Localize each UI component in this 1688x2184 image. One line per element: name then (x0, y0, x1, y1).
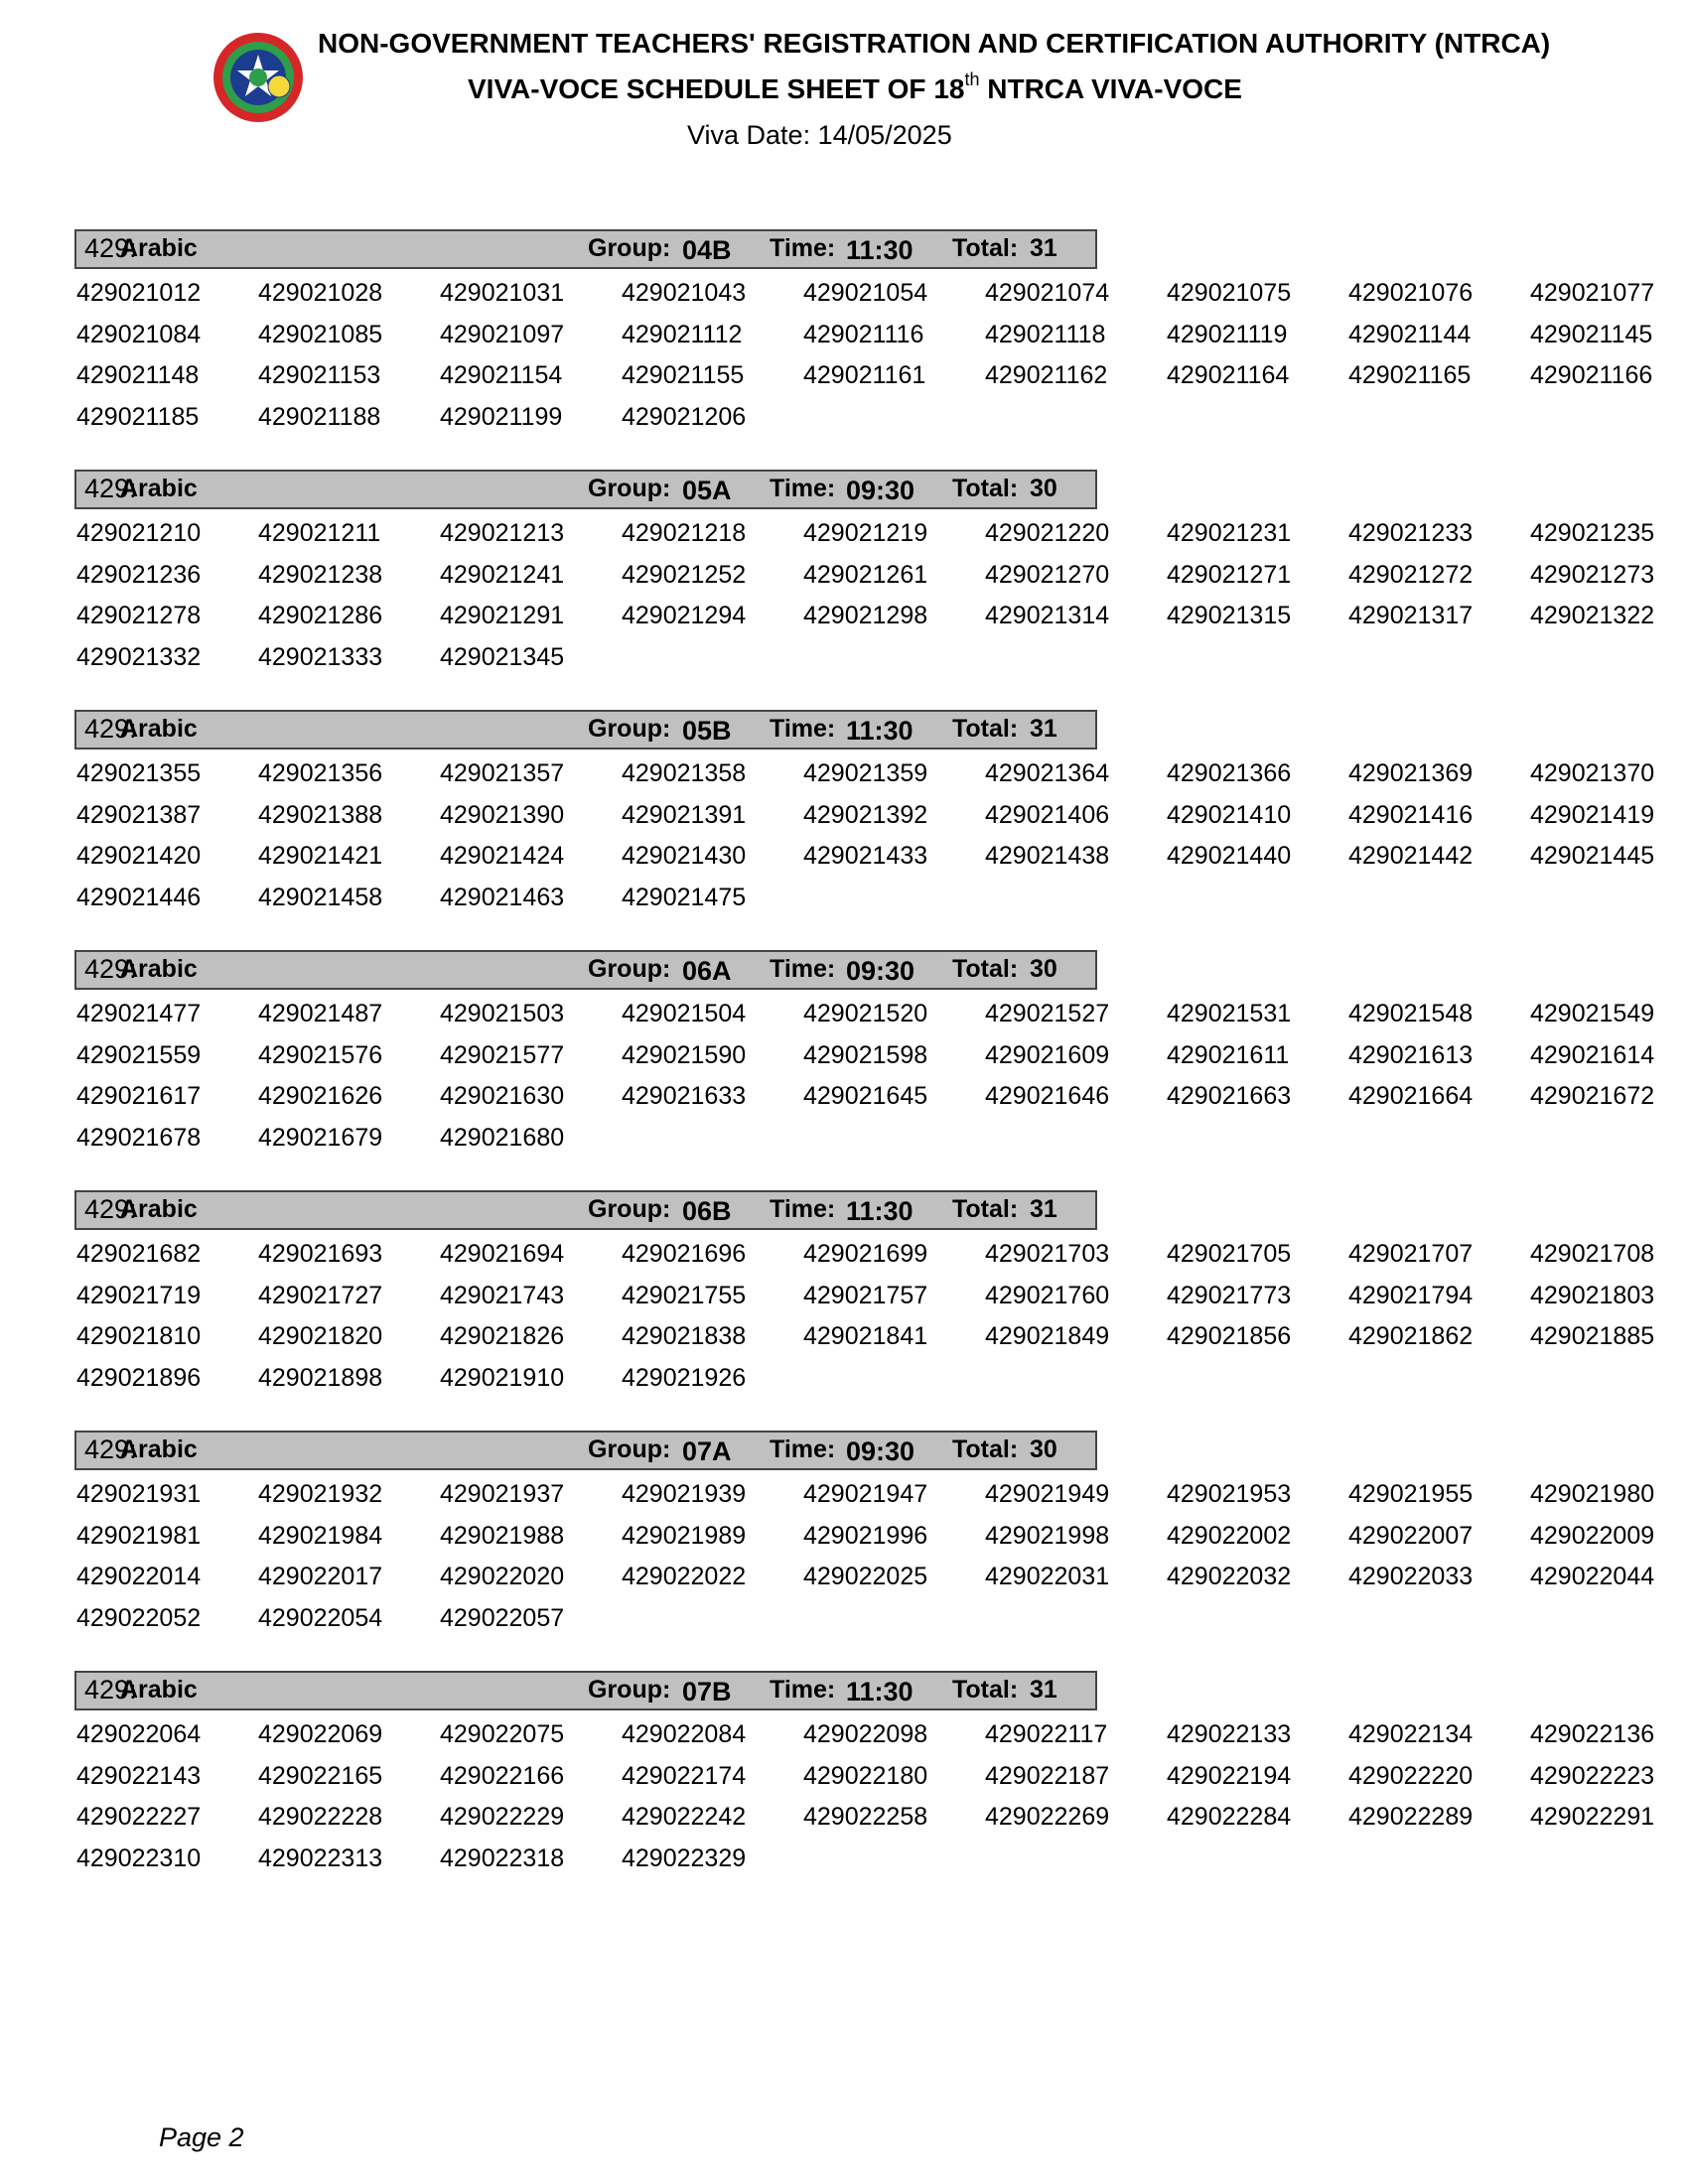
roll-number: 429021559 (76, 1040, 202, 1069)
roll-number: 429022057 (440, 1603, 565, 1632)
group-value: 06A (682, 956, 732, 986)
roll-number: 429021678 (76, 1123, 202, 1152)
roll-number: 429022020 (440, 1563, 565, 1590)
roll-number-grid (76, 759, 1685, 924)
group-header-bar (74, 710, 1097, 750)
roll-number: 429021820 (258, 1322, 383, 1350)
subject-name: Arabic (120, 715, 198, 743)
total-value: 30 (1030, 475, 1057, 502)
roll-number: 429021388 (258, 800, 383, 829)
roll-number: 429021085 (258, 320, 383, 348)
roll-number: 429022228 (258, 1803, 383, 1831)
roll-number: 429021705 (1167, 1240, 1292, 1268)
time-label: Time: (770, 234, 836, 262)
roll-number: 429021794 (1348, 1281, 1474, 1309)
group-value: 06B (682, 1196, 732, 1226)
subject-code: 429: (84, 1434, 137, 1464)
subject-code: 429: (84, 1194, 137, 1224)
roll-number: 429022136 (1530, 1720, 1655, 1748)
roll-number: 429021185 (76, 402, 200, 431)
roll-number: 429021984 (258, 1521, 383, 1550)
roll-number: 429021155 (622, 361, 745, 389)
roll-number: 429022007 (1348, 1521, 1474, 1550)
roll-number: 429022310 (76, 1843, 202, 1872)
roll-number: 429022098 (803, 1720, 928, 1748)
total-label: Total: (952, 1195, 1019, 1223)
roll-number: 429021298 (803, 602, 928, 629)
roll-number: 429021043 (622, 279, 747, 307)
roll-number: 429021988 (440, 1521, 565, 1550)
roll-number-grid (76, 1720, 1685, 1885)
time-value: 09:30 (846, 1436, 915, 1466)
group-header-bar (74, 950, 1097, 990)
roll-number: 429021314 (985, 602, 1110, 629)
roll-number: 429021898 (258, 1363, 383, 1392)
schedule-group (0, 1671, 1688, 1911)
roll-number: 429021420 (76, 842, 202, 870)
roll-number: 429021755 (622, 1281, 747, 1309)
roll-number: 429022143 (76, 1761, 202, 1790)
roll-number: 429022031 (985, 1563, 1110, 1590)
roll-number: 429021294 (622, 602, 747, 629)
roll-number: 429021261 (803, 560, 928, 589)
roll-number: 429022318 (440, 1843, 565, 1872)
roll-number: 429021932 (258, 1480, 383, 1508)
roll-number: 429021633 (622, 1082, 747, 1110)
roll-number: 429022289 (1348, 1803, 1474, 1831)
roll-number: 429021609 (985, 1040, 1110, 1069)
roll-number: 429021364 (985, 759, 1110, 787)
ntrca-seal-logo (211, 31, 305, 124)
roll-number: 429021949 (985, 1480, 1110, 1508)
roll-number: 429021076 (1348, 279, 1474, 307)
total-value: 30 (1030, 1435, 1057, 1463)
roll-number: 429021611 (1167, 1040, 1290, 1069)
roll-number: 429021926 (622, 1363, 747, 1392)
roll-number: 429021577 (440, 1040, 565, 1069)
roll-number: 429021433 (803, 842, 928, 870)
roll-number: 429021663 (1167, 1082, 1292, 1110)
roll-number: 429021955 (1348, 1480, 1474, 1508)
roll-number: 429021236 (76, 560, 202, 589)
roll-number: 429021998 (985, 1521, 1110, 1550)
total-label: Total: (952, 1435, 1019, 1463)
roll-number: 429021696 (622, 1240, 747, 1268)
roll-number: 429021241 (440, 560, 565, 589)
roll-number: 429021438 (985, 842, 1110, 870)
group-label: Group: (588, 475, 671, 502)
roll-number: 429021219 (803, 519, 928, 547)
roll-number: 429021773 (1167, 1281, 1292, 1309)
roll-number: 429021989 (622, 1521, 747, 1550)
roll-number: 429022064 (76, 1720, 202, 1748)
roll-number: 429021996 (803, 1521, 928, 1550)
roll-number: 429021357 (440, 759, 565, 787)
time-label: Time: (770, 715, 836, 743)
roll-number: 429021166 (1530, 361, 1653, 389)
roll-number: 429021286 (258, 602, 383, 629)
roll-number: 429021896 (76, 1363, 202, 1392)
group-value: 05A (682, 476, 732, 505)
subject-name: Arabic (120, 1676, 198, 1704)
group-header-bar (74, 1431, 1097, 1470)
roll-number: 429021238 (258, 560, 383, 589)
roll-number: 429021031 (440, 279, 565, 307)
group-header-bar (74, 229, 1097, 269)
schedule-group (0, 229, 1688, 470)
roll-number: 429021084 (76, 320, 202, 348)
roll-number: 429022133 (1167, 1720, 1292, 1748)
roll-number: 429021144 (1348, 320, 1472, 348)
group-value: 04B (682, 235, 732, 265)
roll-number: 429022166 (440, 1761, 565, 1790)
time-value: 11:30 (846, 235, 914, 265)
total-label: Total: (952, 955, 1019, 983)
roll-number: 429022165 (258, 1761, 383, 1790)
roll-number: 429021272 (1348, 560, 1474, 589)
roll-number: 429021446 (76, 883, 202, 911)
total-value: 31 (1030, 715, 1057, 743)
roll-number: 429021054 (803, 279, 928, 307)
roll-number: 429021210 (76, 519, 202, 547)
roll-number: 429021112 (622, 320, 743, 348)
roll-number: 429021442 (1348, 842, 1474, 870)
total-value: 31 (1030, 1676, 1057, 1704)
roll-number: 429021370 (1530, 759, 1655, 787)
total-value: 31 (1030, 234, 1057, 262)
roll-number: 429021707 (1348, 1240, 1474, 1268)
roll-number: 429021682 (76, 1240, 202, 1268)
roll-number: 429021332 (76, 642, 202, 671)
subject-name: Arabic (120, 1195, 198, 1223)
group-label: Group: (588, 715, 671, 743)
total-value: 31 (1030, 1195, 1057, 1223)
roll-number: 429021164 (1167, 361, 1290, 389)
schedule-groups (0, 229, 1688, 1911)
group-value: 05B (682, 716, 732, 746)
roll-number: 429021503 (440, 1000, 565, 1027)
roll-number: 429021953 (1167, 1480, 1292, 1508)
roll-number: 429021165 (1348, 361, 1472, 389)
roll-number: 429021333 (258, 642, 383, 671)
roll-number: 429022014 (76, 1563, 202, 1590)
roll-number: 429021162 (985, 361, 1108, 389)
roll-number: 429021345 (440, 642, 565, 671)
group-label: Group: (588, 1676, 671, 1704)
roll-number: 429021613 (1348, 1040, 1474, 1069)
roll-number: 429021614 (1530, 1040, 1655, 1069)
roll-number: 429021119 (1167, 320, 1288, 348)
roll-number: 429022258 (803, 1803, 928, 1831)
roll-number: 429022054 (258, 1603, 383, 1632)
group-header-bar (74, 470, 1097, 509)
roll-number: 429022052 (76, 1603, 202, 1632)
roll-number: 429021743 (440, 1281, 565, 1309)
time-label: Time: (770, 1676, 836, 1704)
roll-number: 429021458 (258, 883, 383, 911)
roll-number: 429022002 (1167, 1521, 1292, 1550)
roll-number: 429021598 (803, 1040, 928, 1069)
roll-number: 429021703 (985, 1240, 1110, 1268)
roll-number: 429021291 (440, 602, 565, 629)
roll-number: 429022187 (985, 1761, 1110, 1790)
roll-number-grid (76, 279, 1685, 444)
roll-number: 429022313 (258, 1843, 383, 1872)
subject-name: Arabic (120, 234, 198, 262)
roll-number: 429021116 (803, 320, 924, 348)
time-value: 11:30 (846, 716, 914, 746)
total-value: 30 (1030, 955, 1057, 983)
roll-number: 429021937 (440, 1480, 565, 1508)
roll-number: 429021803 (1530, 1281, 1655, 1309)
roll-number: 429021077 (1530, 279, 1655, 307)
roll-number: 429021810 (76, 1322, 202, 1350)
viva-date: Viva Date: 14/05/2025 (687, 120, 952, 150)
roll-number: 429021504 (622, 1000, 747, 1027)
total-label: Total: (952, 475, 1019, 502)
roll-number: 429021271 (1167, 560, 1292, 589)
roll-number: 429022220 (1348, 1761, 1474, 1790)
subject-name: Arabic (120, 1435, 198, 1463)
roll-number: 429022194 (1167, 1761, 1292, 1790)
roll-number: 429021206 (622, 402, 747, 431)
roll-number: 429021153 (258, 361, 381, 389)
roll-number: 429021273 (1530, 560, 1655, 589)
roll-number: 429022009 (1530, 1521, 1655, 1550)
roll-number: 429021392 (803, 800, 928, 829)
roll-number: 429021424 (440, 842, 565, 870)
roll-number: 429021315 (1167, 602, 1292, 629)
roll-number: 429021549 (1530, 1000, 1655, 1027)
roll-number: 429021626 (258, 1082, 383, 1110)
roll-number: 429022084 (622, 1720, 747, 1748)
roll-number: 429021233 (1348, 519, 1474, 547)
roll-number-grid (76, 519, 1685, 684)
roll-number: 429021231 (1167, 519, 1292, 547)
group-label: Group: (588, 1435, 671, 1463)
roll-number-grid (76, 1480, 1685, 1645)
roll-number: 429022117 (985, 1720, 1108, 1748)
roll-number: 429021322 (1530, 602, 1655, 629)
time-label: Time: (770, 1435, 836, 1463)
roll-number: 429022223 (1530, 1761, 1655, 1790)
roll-number: 429022229 (440, 1803, 565, 1831)
roll-number: 429021527 (985, 1000, 1110, 1027)
group-header-bar (74, 1671, 1097, 1710)
roll-number: 429021708 (1530, 1240, 1655, 1268)
time-label: Time: (770, 1195, 836, 1223)
roll-number: 429021646 (985, 1082, 1110, 1110)
roll-number: 429022017 (258, 1563, 383, 1590)
roll-number: 429021359 (803, 759, 928, 787)
roll-number: 429021199 (440, 402, 563, 431)
time-label: Time: (770, 475, 836, 502)
roll-number: 429021727 (258, 1281, 383, 1309)
roll-number: 429021213 (440, 519, 565, 547)
roll-number: 429021419 (1530, 800, 1655, 829)
roll-number: 429022134 (1348, 1720, 1474, 1748)
roll-number: 429021475 (622, 883, 747, 911)
schedule-group (0, 950, 1688, 1190)
roll-number: 429022033 (1348, 1563, 1474, 1590)
total-label: Total: (952, 1676, 1019, 1704)
roll-number: 429021421 (258, 842, 383, 870)
group-value: 07B (682, 1677, 732, 1706)
schedule-group (0, 1431, 1688, 1671)
roll-number: 429021012 (76, 279, 202, 307)
roll-number: 429021358 (622, 759, 747, 787)
time-value: 11:30 (846, 1196, 914, 1226)
roll-number: 429021645 (803, 1082, 928, 1110)
roll-number: 429021664 (1348, 1082, 1474, 1110)
roll-number: 429021672 (1530, 1082, 1655, 1110)
roll-number: 429021406 (985, 800, 1110, 829)
subject-code: 429: (84, 714, 137, 744)
roll-number: 429021862 (1348, 1322, 1474, 1350)
roll-number: 429021252 (622, 560, 747, 589)
roll-number: 429021218 (622, 519, 747, 547)
page-number: Page 2 (159, 2122, 244, 2152)
roll-number: 429021910 (440, 1363, 565, 1392)
roll-number: 429021118 (985, 320, 1106, 348)
roll-number: 429021939 (622, 1480, 747, 1508)
roll-number: 429021161 (803, 361, 926, 389)
roll-number: 429021445 (1530, 842, 1655, 870)
total-label: Total: (952, 234, 1019, 262)
roll-number: 429021981 (76, 1521, 202, 1550)
roll-number: 429022022 (622, 1563, 747, 1590)
time-label: Time: (770, 955, 836, 983)
roll-number: 429022227 (76, 1803, 202, 1831)
roll-number: 429021463 (440, 883, 565, 911)
schedule-group (0, 710, 1688, 950)
roll-number: 429021693 (258, 1240, 383, 1268)
roll-number: 429021694 (440, 1240, 565, 1268)
roll-number: 429021211 (258, 519, 381, 547)
roll-number: 429021617 (76, 1082, 202, 1110)
roll-number: 429022174 (622, 1761, 747, 1790)
roll-number: 429021235 (1530, 519, 1655, 547)
roll-number: 429021548 (1348, 1000, 1474, 1027)
roll-number: 429021075 (1167, 279, 1292, 307)
roll-number: 429021757 (803, 1281, 928, 1309)
group-header-bar (74, 1190, 1097, 1230)
roll-number: 429021416 (1348, 800, 1474, 829)
roll-number: 429021356 (258, 759, 383, 787)
roll-number: 429021947 (803, 1480, 928, 1508)
roll-number: 429021355 (76, 759, 202, 787)
subject-name: Arabic (120, 475, 198, 502)
roll-number: 429021680 (440, 1123, 565, 1152)
subject-name: Arabic (120, 955, 198, 983)
subject-code: 429: (84, 474, 137, 503)
roll-number: 429022284 (1167, 1803, 1292, 1831)
roll-number: 429021590 (622, 1040, 747, 1069)
subject-code: 429: (84, 954, 137, 984)
total-label: Total: (952, 715, 1019, 743)
group-label: Group: (588, 1195, 671, 1223)
roll-number: 429021477 (76, 1000, 202, 1027)
roll-number: 429021387 (76, 800, 202, 829)
roll-number: 429022069 (258, 1720, 383, 1748)
roll-number: 429021931 (76, 1480, 202, 1508)
roll-number: 429022180 (803, 1761, 928, 1790)
roll-number: 429021278 (76, 602, 202, 629)
roll-number: 429021366 (1167, 759, 1292, 787)
roll-number-grid (76, 1240, 1685, 1405)
roll-number: 429021841 (803, 1322, 928, 1350)
roll-number: 429021719 (76, 1281, 202, 1309)
roll-number: 429021838 (622, 1322, 747, 1350)
roll-number: 429021699 (803, 1240, 928, 1268)
schedule-group (0, 470, 1688, 710)
roll-number: 429021097 (440, 320, 565, 348)
group-value: 07A (682, 1436, 732, 1466)
roll-number: 429021188 (258, 402, 381, 431)
roll-number: 429021826 (440, 1322, 565, 1350)
roll-number: 429021028 (258, 279, 383, 307)
roll-number: 429022291 (1530, 1803, 1655, 1831)
roll-number: 429021520 (803, 1000, 928, 1027)
roll-number: 429021145 (1530, 320, 1653, 348)
group-label: Group: (588, 234, 671, 262)
roll-number: 429021885 (1530, 1322, 1655, 1350)
time-value: 09:30 (846, 476, 915, 505)
roll-number: 429022329 (622, 1843, 747, 1872)
roll-number: 429021220 (985, 519, 1110, 547)
roll-number: 429021980 (1530, 1480, 1655, 1508)
roll-number: 429021576 (258, 1040, 383, 1069)
schedule-group (0, 1190, 1688, 1431)
roll-number: 429022025 (803, 1563, 928, 1590)
roll-number: 429021410 (1167, 800, 1292, 829)
roll-number: 429021390 (440, 800, 565, 829)
roll-number: 429021487 (258, 1000, 383, 1027)
roll-number: 429021849 (985, 1322, 1110, 1350)
roll-number: 429022269 (985, 1803, 1110, 1831)
roll-number: 429021856 (1167, 1322, 1292, 1350)
roll-number: 429021679 (258, 1123, 383, 1152)
roll-number: 429021270 (985, 560, 1110, 589)
document-subtitle: VIVA-VOCE SCHEDULE SHEET OF 18th NTRCA VIVA-VOCE (468, 69, 1242, 104)
roll-number: 429021531 (1167, 1000, 1292, 1027)
roll-number: 429022032 (1167, 1563, 1292, 1590)
roll-number-grid (76, 1000, 1685, 1164)
roll-number: 429022044 (1530, 1563, 1655, 1590)
group-label: Group: (588, 955, 671, 983)
roll-number: 429021074 (985, 279, 1110, 307)
roll-number: 429021154 (440, 361, 563, 389)
time-value: 09:30 (846, 956, 915, 986)
subject-code: 429: (84, 233, 137, 263)
roll-number: 429021148 (76, 361, 200, 389)
roll-number: 429021440 (1167, 842, 1292, 870)
document-title: NON-GOVERNMENT TEACHERS' REGISTRATION AND CERTIFICATION AUTHORITY (NTRCA) (318, 28, 1551, 59)
roll-number: 429021760 (985, 1281, 1110, 1309)
roll-number: 429021391 (622, 800, 747, 829)
roll-number: 429021317 (1348, 602, 1474, 629)
roll-number: 429021430 (622, 842, 747, 870)
roll-number: 429022075 (440, 1720, 565, 1748)
roll-number: 429021369 (1348, 759, 1474, 787)
subject-code: 429: (84, 1675, 137, 1705)
roll-number: 429022242 (622, 1803, 747, 1831)
time-value: 11:30 (846, 1677, 914, 1706)
roll-number: 429021630 (440, 1082, 565, 1110)
